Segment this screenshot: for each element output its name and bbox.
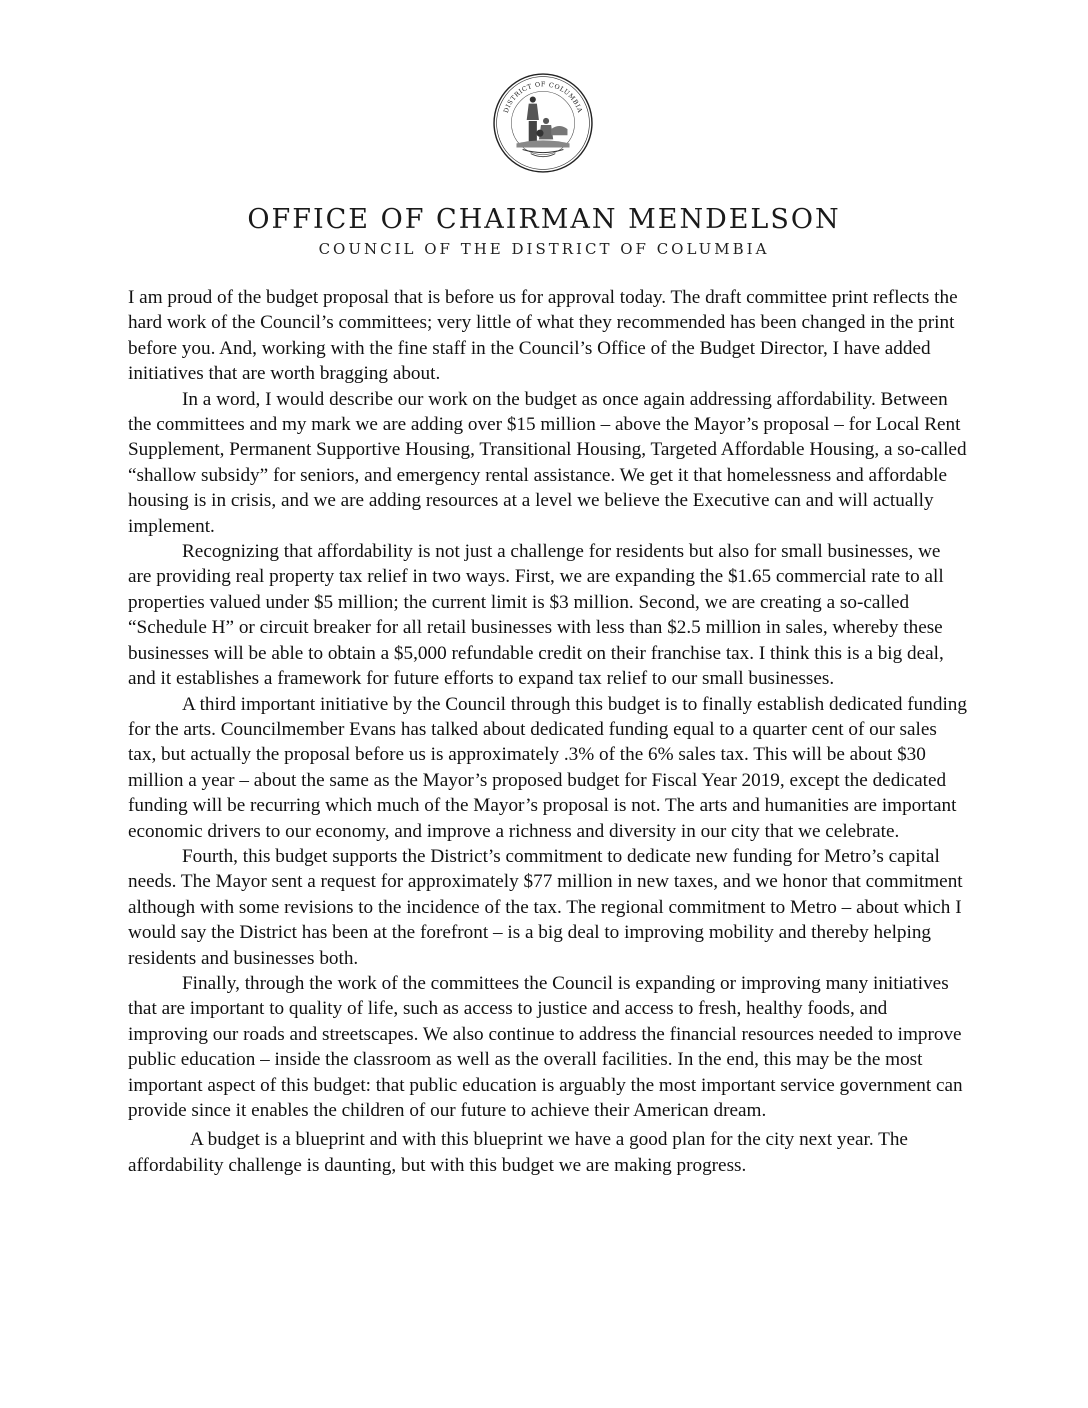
office-title: OFFICE OF CHAIRMAN MENDELSON (247, 204, 841, 235)
paragraph-intro: I am proud of the budget proposal that is before us for approval today. The draft committee print reflects the hard work of the Council’s committees; very little of what they recommended has been changed in the print before you. And, working with the fine staff in the Council’s Office of the Budget Director, I have added initiatives that are worth bragging about. (128, 287, 958, 385)
district-of-columbia-seal (492, 72, 594, 174)
paragraph-small-business-tax-relief: Recognizing that affordability is not just a challenge for residents but also for small businesses, we are providing real property tax relief in two ways. First, we are expanding the $1.65 commercial rate to all properties valued under $5 million; the current limit is $3 million. Second, we are creating a so-called “Schedule H” or circuit breaker for all retail businesses with less than $2.5 million in sales, whereby these businesses will be able to obtain a $5,000 refundable credit on their franchise tax. I think this is a big deal, and it establishes a framework for future efforts to expand tax relief to our small businesses. (128, 541, 944, 690)
statement-body (128, 285, 968, 1178)
paragraph-metro-funding: Fourth, this budget supports the District’s commitment to dedicate new funding for Metro’s capital needs. The Mayor sent a request for approximately $77 million in new taxes, and we honor that commitment although with some revisions to the incidence of the tax. The regional commitment to Metro – about which I would say the District has been at the forefront – is a big deal to improving mobility and thereby helping residents and businesses both. (128, 845, 963, 969)
office-subtitle: COUNCIL OF THE DISTRICT OF COLUMBIA (318, 240, 770, 258)
paragraph-conclusion: A budget is a blueprint and with this blueprint we have a good plan for the city next year. The affordability challenge is daunting, but with this budget we are making progress. (128, 1129, 908, 1176)
paragraph-affordability: In a word, I would describe our work on the budget as once again addressing affordability. Between the committees and my mark we are adding over $15 million – above the Mayor’s proposal – for Local Rent Supplement, Permanent Supportive Housing, Transitional Housing, Targeted Affordable Housing, a so-called “shallow subsidy” for seniors, and emergency rental assistance. We get it that homelessness and affordable housing is in crisis, and we are adding resources at a level we believe the Executive can and will actually implement. (128, 388, 967, 537)
svg-text:DISTRICT OF COLUMBIA: DISTRICT OF COLUMBIA (502, 81, 584, 115)
paragraph-quality-of-life: Finally, through the work of the committees the Council is expanding or improving many initiatives that are important to quality of life, such as access to justice and access to fresh, healthy foods, and improving our roads and streetscapes. We also continue to address the financial resources needed to improve public education – inside the classroom as well as the overall facilities. In the end, this may be the most important aspect of this budget: that public education is arguably the most important service government can provide since it enables the children of our future to achieve their American dream. (128, 972, 963, 1121)
paragraph-arts-funding: A third important initiative by the Council through this budget is to finally establish dedicated funding for the arts. Councilmember Evans has talked about dedicated funding equal to a quarter cent of our sales tax, but actually the proposal before us is approximately .3% of the 6% sales tax. This will be about $30 million a year – about the same as the Mayor’s proposed budget for Fiscal Year 2019, except the dedicated funding will be recurring which much of the Mayor’s proposal is not. The arts and humanities are important economic drivers to our economy, and improve a richness and diversity in our city that we celebrate. (128, 693, 967, 842)
